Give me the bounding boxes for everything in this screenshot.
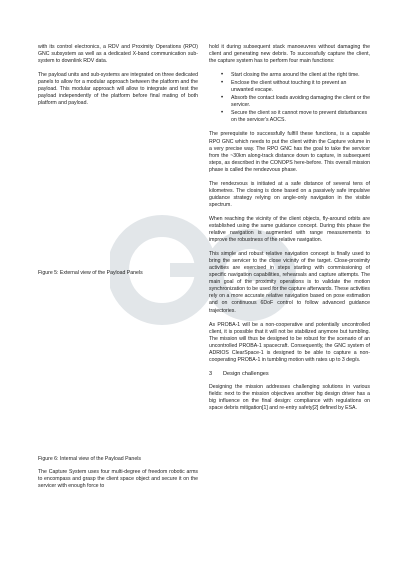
bullet-icon: • xyxy=(221,80,224,87)
figure-5-caption: Figure 5: External view of the Payload Panels xyxy=(38,270,143,276)
right-paragraph-3: The rendezvous is initiated at a safe distance of several tens of kilometres. The closing is done based on a passively safe impulsive guidance strategy relying on angle-only navigation in the visible spectrum. xyxy=(209,180,370,208)
right-paragraph-1: hold it during subsequent stack manoeuvres without damaging the client and generating new debris. To successfully capture the client, the capture system has to perform four main functions: xyxy=(209,44,370,65)
right-column xyxy=(209,44,370,420)
right-paragraph-4: When reaching the vicinity of the client objects, fly-around orbits are established using the same guidance concept. During this phase the relative navigation is augmented with range measurements to improve the robustness of the relative navigation. xyxy=(209,215,370,244)
right-paragraph-7: Designing the mission addresses challenging solutions in various fields: next to the mission objectives another big design driver has a big influence on the final design: compliance with regulations on space debris mitigation[1] and re-entry safety[2] defined by ESA. xyxy=(209,384,370,412)
left-paragraph-1: with its control electronics, a RDV and Proximity Operations (RPO) GNC subsystem as well as a dedicated X-band communication sub-system to downlink RDV data. xyxy=(38,44,198,65)
right-paragraph-5: This simple and robust relative navigation concept is finally used to bring the servicer to the close vicinity of the target. Close-proximity activities are exercised in steps starting with commissioning of specific navigation capabilities, rehearsals and capture attempts. The main goal of the proximity operations is to validate the motion synchronization to be used for the capture afterwards. These activities rely on a more accurate relative navigation based on pose estimation and on continuous 6DoF control to follow advanced guidance trajectories. xyxy=(209,251,370,314)
bullet-icon: • xyxy=(221,95,224,102)
section-number: 3 xyxy=(209,370,213,377)
left-paragraph-3: The Capture System uses four multi-degree of freedom robotic arms to encompass and grasp the client space object and secure it on the servicer with enough force to xyxy=(38,469,198,490)
list-item: • Start closing the arms around the client at the right time. xyxy=(221,72,360,79)
left-column-bottom xyxy=(38,469,198,497)
section-heading xyxy=(209,371,370,379)
figure-6-caption: Figure 6: Internal view of the Payload Panels xyxy=(38,456,141,462)
left-paragraph-2: The payload units and sub-systems are integrated on three dedicated panels to allow for a modular approach between the platform and the payload. This modular approach will allow to integrate and test the payload independently of the platform before final mating of both platform and payload. xyxy=(38,72,198,107)
left-column xyxy=(38,44,198,114)
bullet-icon: • xyxy=(221,72,224,79)
list-item: • Enclose the client without touching it to prevent an unwanted escape. xyxy=(221,80,347,94)
capture-functions-list xyxy=(209,72,370,124)
list-item: • Secure the client so it cannot move to prevent disturbances on the servicer's AOCS. xyxy=(221,110,368,124)
right-paragraph-2: The prerequisite to successfully fulfill these functions, is a capable RPO GNC which needs to put the client within the Capture volume in a very precise way. The RPO GNC has the goal to take the servicer from the ~30km along-track distance down to capture, in subsequent steps, as described in the CONOPS here-before. This overall mission phase is called the rendezvous phase. xyxy=(209,131,370,173)
section-title: Design challenges xyxy=(223,370,269,377)
bullet-icon: • xyxy=(221,110,224,117)
list-item: • Absorb the contact loads avoiding damaging the client or the servicer. xyxy=(221,95,370,109)
right-paragraph-6: As PROBA-1 will be a non-cooperative and potentially uncontrolled client, it is possible that it will not be stabilized anymore but tumbling. The mission will thus be designed to be robust for the scenario of an uncontrolled PROBA-1 spacecraft. Consequently, the GNC system of ADRIOS ClearSpace-1 is designed to be able to capture a non-cooperating PROBA-1 in tumbling motion with rates up to 3 deg/s. xyxy=(209,321,370,363)
